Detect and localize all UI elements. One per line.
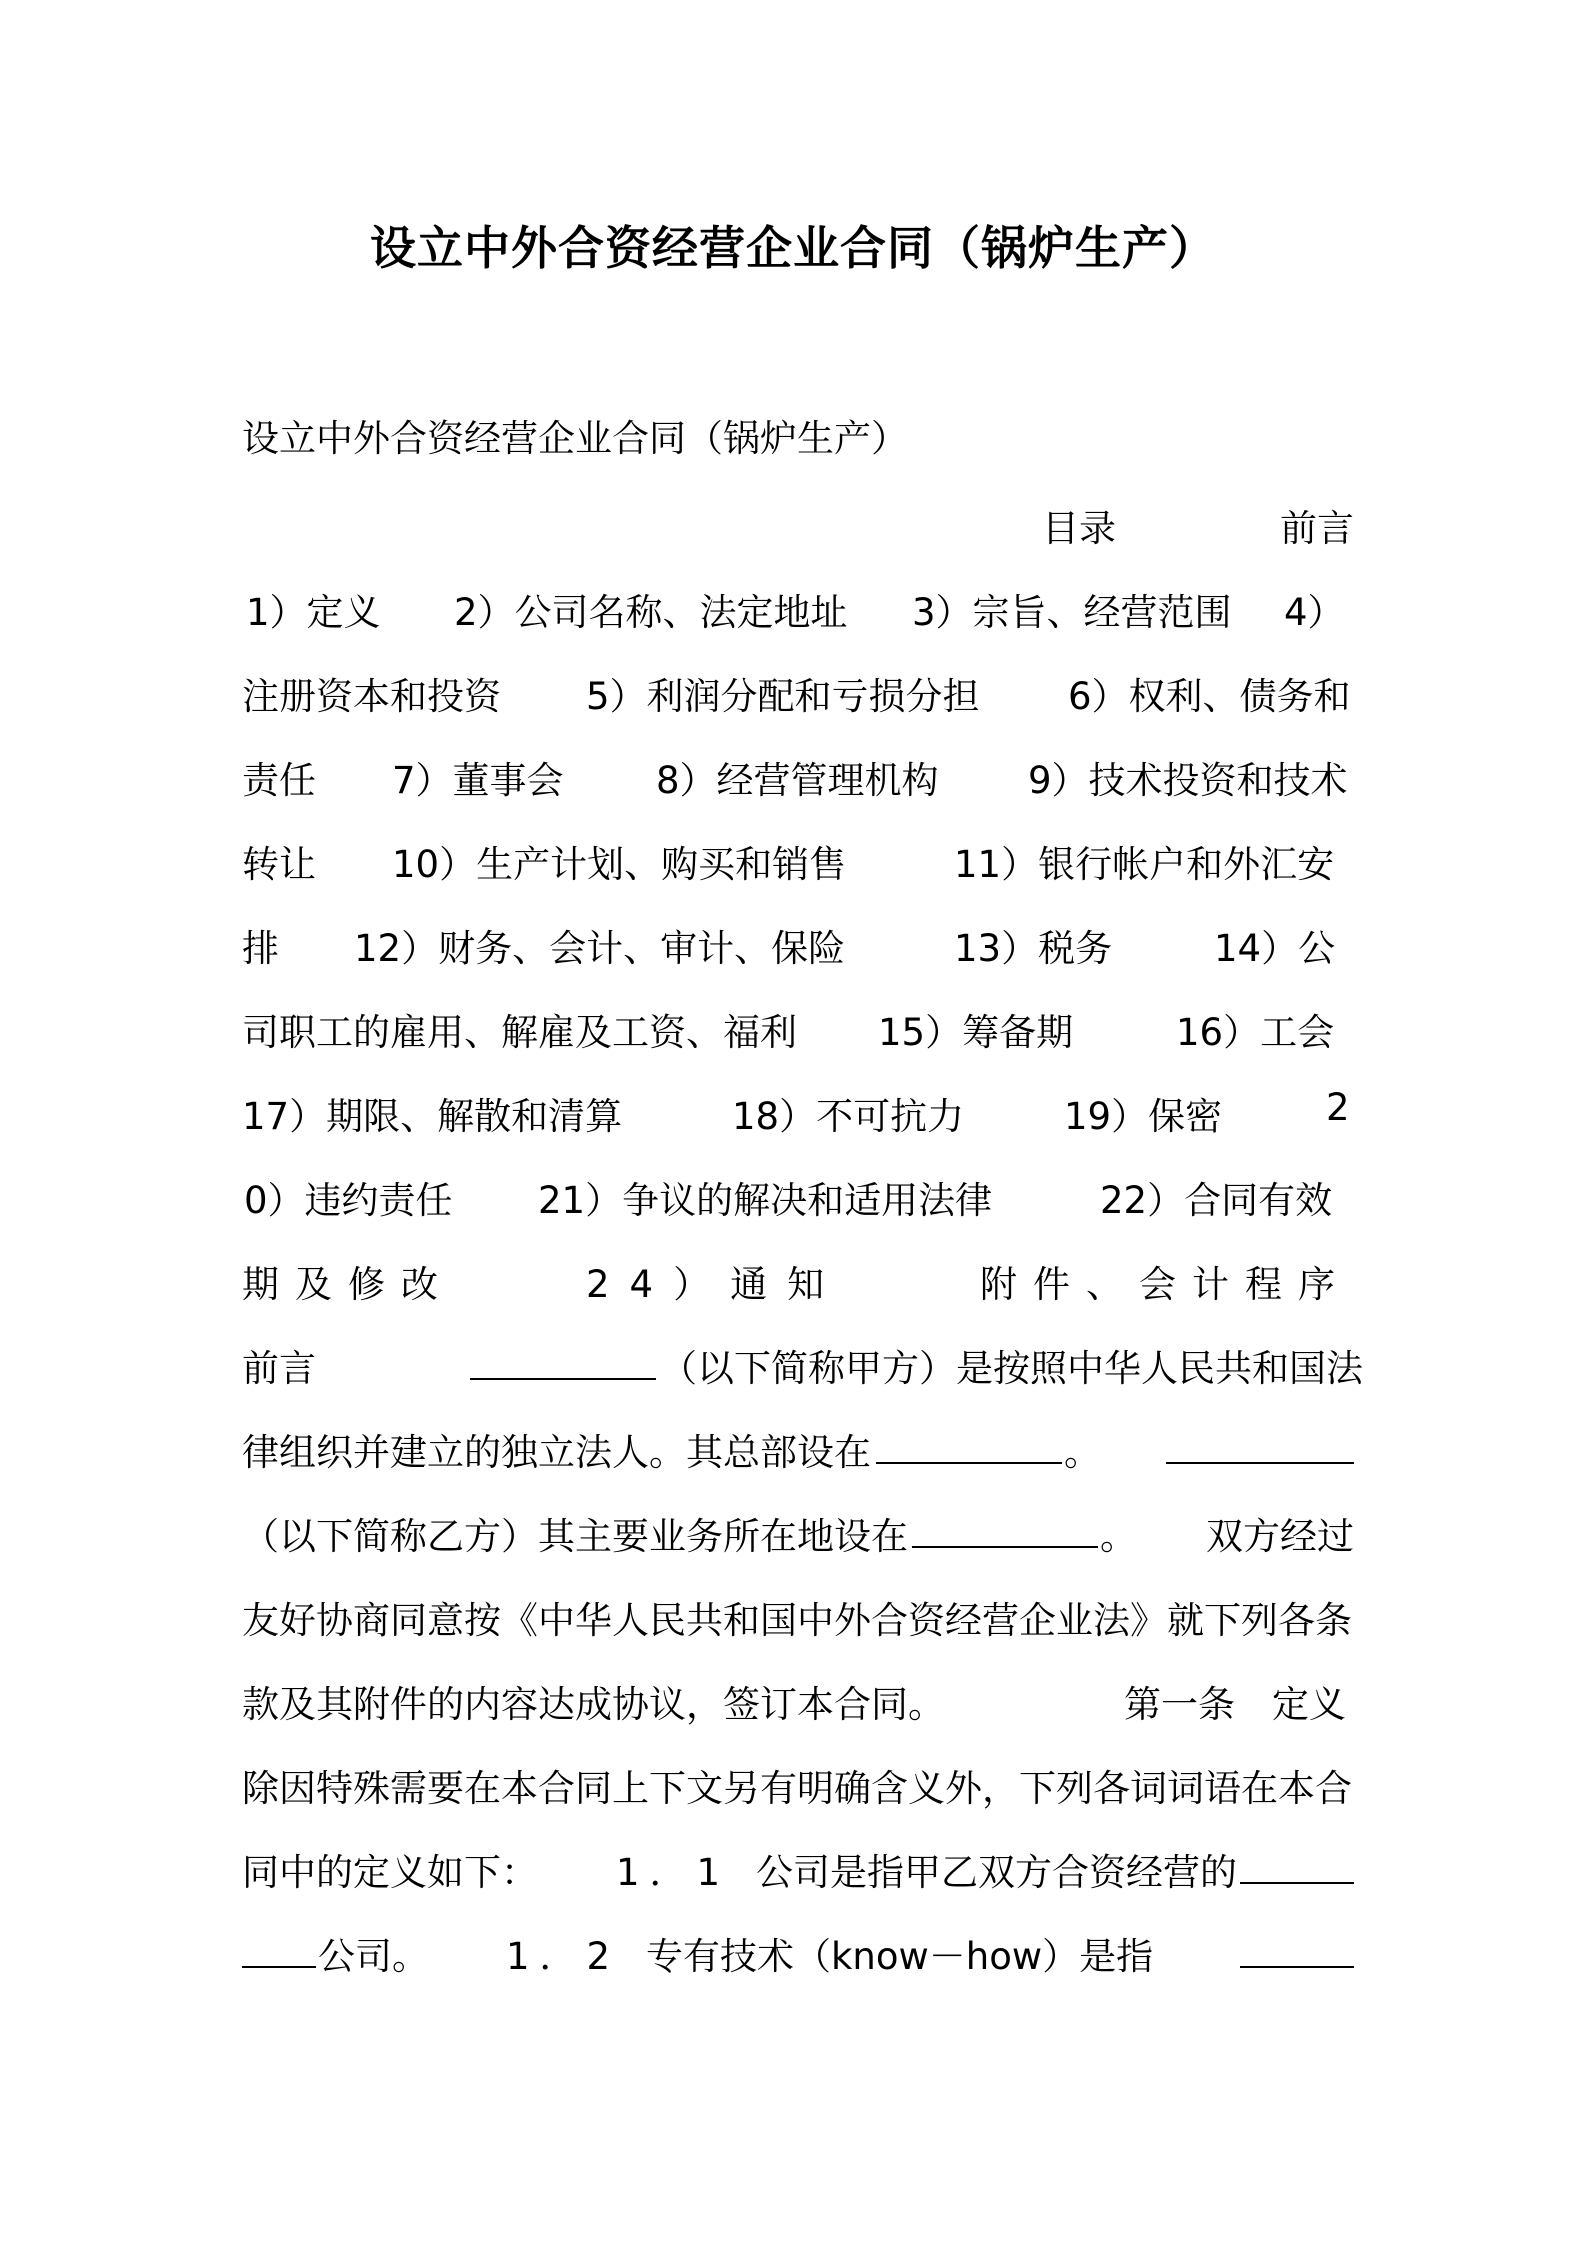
toc-item: 期及修改 [242,1263,454,1306]
toc-item: 12）财务、会计、审计、保险 [354,927,846,970]
toc-heading-line [242,498,1354,558]
toc-item: 17）期限、解散和清算 [242,1095,623,1138]
toc-item: 转让 [242,843,316,886]
period: 。 [1064,1431,1101,1474]
agreement-text-2: 款及其附件的内容达成协议，签订本合同。 [242,1683,945,1726]
toc-item: 司职工的雇用、解雇及工资、福利 [242,1011,797,1054]
body-line [242,1842,1354,1902]
toc-item: 附件、会计程序 [980,1263,1351,1306]
toc-item: 8）经营管理机构 [656,759,939,802]
definition-intro: 除因特殊需要在本合同上下文另有明确含义外，下列各词词语在本合 [242,1767,1352,1810]
toc-item: 2）公司名称、法定地址 [454,591,848,634]
toc-item: 2 [1326,1086,1350,1129]
company-name-blank-cont[interactable] [242,1926,316,1968]
def-1-2-text: 专有技术（know－how）是指 [646,1935,1154,1978]
toc-item: 9）技术投资和技术 [1028,759,1348,802]
toc-item: 7）董事会 [392,759,564,802]
period: 。 [1100,1515,1137,1558]
party-b-text: （以下简称乙方）其主要业务所在地设在 [242,1515,908,1558]
toc-line [242,582,1354,642]
party-b-location-blank[interactable] [912,1506,1098,1548]
toc-line [242,1086,1354,1146]
toc-item: 22）合同有效 [1100,1179,1333,1222]
toc-line [242,666,1354,726]
toc-item: 11）银行帐户和外汇安 [954,843,1335,886]
both-parties-text: 双方经过 [1206,1515,1354,1558]
toc-item: 10）生产计划、购买和销售 [392,843,847,886]
toc-line [242,1254,1354,1314]
body-line [242,1422,1354,1482]
party-a-text: （以下简称甲方）是按照中华人民共和国法 [660,1347,1363,1390]
know-how-blank[interactable] [1240,1926,1354,1968]
document-title: 设立中外合资经营企业合同（锅炉生产） [370,221,1216,275]
toc-item: 3）宗旨、经营范围 [912,591,1232,634]
body-line [242,1590,1354,1650]
toc-heading-preface: 前言 [1280,507,1354,550]
def-1-1-number: 1．1 [616,1851,731,1894]
party-a-hq-blank[interactable] [876,1422,1062,1464]
toc-item: 14）公 [1214,927,1336,970]
body-line [242,1926,1354,1986]
toc-item: 责任 [242,759,316,802]
body-line [242,1758,1354,1818]
preface-label: 前言 [242,1347,316,1390]
toc-line [242,1002,1354,1062]
body-line [242,1674,1354,1734]
body-line [242,1506,1354,1566]
def-1-1-text: 公司是指甲乙双方合资经营的 [756,1851,1237,1894]
party-b-name-blank[interactable] [1166,1422,1354,1464]
body-line [242,1338,1363,1398]
toc-line [242,918,1354,978]
def-1-2-number: 1．2 [506,1935,621,1978]
agreement-text: 友好协商同意按《中华人民共和国中外合资经营企业法》就下列各条 [242,1599,1352,1642]
party-a-text-2: 律组织并建立的独立法人。其总部设在 [242,1431,871,1474]
toc-item: 21）争议的解决和适用法律 [538,1179,993,1222]
toc-item: 18）不可抗力 [732,1095,965,1138]
toc-line [242,1170,1354,1230]
toc-item: 0）违约责任 [244,1179,453,1222]
definition-intro-2: 同中的定义如下： [242,1851,538,1894]
party-a-name-blank[interactable] [470,1338,656,1380]
toc-item: 13）税务 [954,927,1113,970]
toc-item: 16）工会 [1176,1011,1335,1054]
document-subtitle: 设立中外合资经营企业合同（锅炉生产） [242,417,908,460]
toc-heading-contents: 目录 [1042,507,1116,550]
article-1-heading: 第一条 定义 [1124,1683,1346,1726]
toc-item: 24）通知 [586,1263,845,1306]
toc-line [242,834,1354,894]
toc-item: 15）筹备期 [878,1011,1074,1054]
toc-item: 6）权利、债务和 [1068,675,1351,718]
toc-item: 1）定义 [246,591,381,634]
toc-item: 注册资本和投资 [242,675,501,718]
toc-item: 19）保密 [1064,1095,1223,1138]
toc-item: 排 [242,927,279,970]
toc-item: 4） [1284,591,1345,634]
toc-item: 5）利润分配和亏损分担 [586,675,980,718]
def-1-1-end: 公司。 [318,1935,429,1978]
toc-line [242,750,1354,810]
company-name-blank[interactable] [1240,1842,1354,1884]
